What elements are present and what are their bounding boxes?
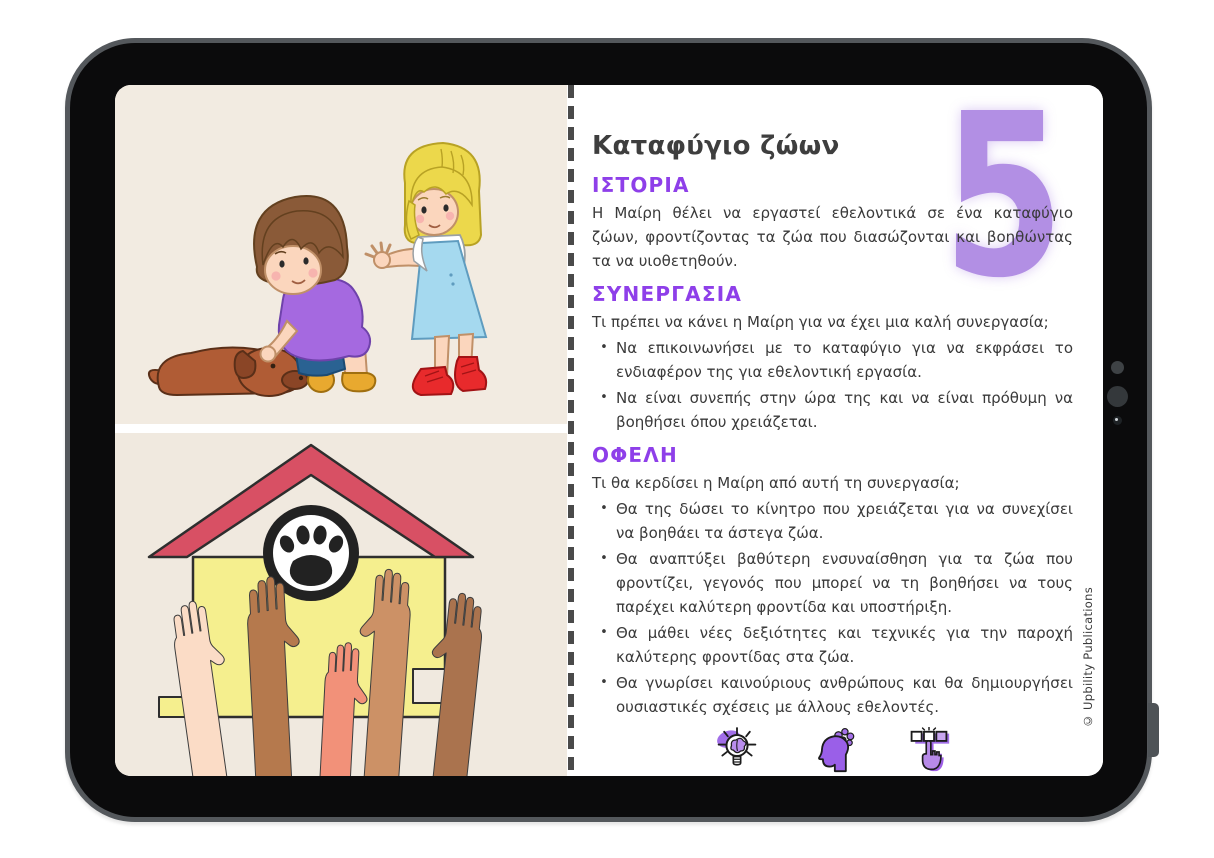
dashed-divider	[567, 85, 574, 776]
bullet-item: • Θα της δώσει το κίνητρο που χρειάζεται για να συνεχίσει να βοηθάει τα άστεγα ζώα.	[592, 497, 1073, 545]
bullet-item: • Θα γνωρίσει καινούριους ανθρώπους και θα δημιουργήσει ουσιαστικές σχέσεις με άλλους εθελοντές.	[592, 671, 1073, 719]
bullet-item: • Να επικοινωνήσει με το καταφύγιο για να εκφράσει το ενδιαφέρον της για εθελοντική εργασία.	[592, 336, 1073, 384]
tablet-screen	[115, 85, 1103, 776]
benefits-intro: Τι θα κερδίσει η Μαίρη από αυτή τη συνεργασία;	[592, 474, 960, 492]
dog-figure	[149, 347, 308, 396]
section-benefits	[592, 443, 1073, 719]
camera-assembly	[1106, 361, 1128, 425]
camera-dot-small	[1111, 361, 1124, 374]
camera-dot-large	[1107, 386, 1128, 407]
side-button	[1148, 703, 1159, 757]
illustration-column	[115, 85, 567, 776]
shelter-house-raised-hands-drawing	[115, 433, 567, 776]
bullet-marker: •	[600, 675, 608, 690]
choice-hand-icon	[907, 727, 951, 775]
panel-gap	[115, 424, 567, 433]
bullet-item: • Θα αναπτύξει βαθύτερη ενσυναίσθηση για τα ζώα που φροντίζει, γεγονός που μπορεί να τη βοηθήσει να τους παρέχει καλύτερη φροντίδα και υποστήριξη.	[592, 547, 1073, 619]
idea-lightbulb-icon	[715, 727, 759, 775]
section-cooperation	[592, 282, 1073, 434]
camera-lens-icon	[1113, 416, 1122, 425]
story-heading: ΙΣΤΟΡΙΑ	[592, 173, 690, 197]
girl-figure	[366, 143, 486, 395]
bullet-item: • Να είναι συνεπής στην ώρα της και να είναι πρόθυμη να βοηθήσει όπου χρειάζεται.	[592, 386, 1073, 434]
page-number: 5	[942, 85, 1065, 328]
cooperation-bullet-list	[592, 336, 1073, 434]
copyright-text: © Upbility Publications	[1081, 586, 1095, 728]
cooperation-intro: Τι πρέπει να κάνει η Μαίρη για να έχει μια καλή συνεργασία;	[592, 313, 1049, 331]
footer-icons-row	[592, 727, 1073, 775]
bullet-marker: •	[600, 625, 608, 640]
page-title: Καταφύγιο ζώων	[592, 131, 840, 161]
bullet-marker: •	[600, 340, 608, 355]
illustration-shelter-hands	[115, 433, 567, 776]
content-column	[574, 85, 1103, 776]
illustration-children-dog	[115, 85, 567, 424]
bullet-item: • Θα μάθει νέες δεξιότητες και τεχνικές για την παροχή καλύτερης φροντίδας στα ζώα.	[592, 621, 1073, 669]
empathy-head-icon	[811, 727, 855, 775]
section-story	[592, 173, 1073, 273]
benefits-bullet-list	[592, 497, 1073, 719]
cooperation-heading: ΣΥΝΕΡΓΑΣΙΑ	[592, 282, 743, 306]
tablet-frame	[65, 38, 1152, 822]
benefits-heading: ΟΦΕΛΗ	[592, 443, 678, 467]
bullet-marker: •	[600, 551, 608, 566]
bullet-marker: •	[600, 390, 608, 405]
children-petting-dog-drawing	[115, 85, 567, 424]
bullet-marker: •	[600, 501, 608, 516]
story-intro: Η Μαίρη θέλει να εργαστεί εθελοντικά σε ένα καταφύγιο ζώων, φροντίζοντας τα ζώα που διασώζονται και βοηθώντας τα να υιοθετηθούν.	[592, 204, 1073, 270]
